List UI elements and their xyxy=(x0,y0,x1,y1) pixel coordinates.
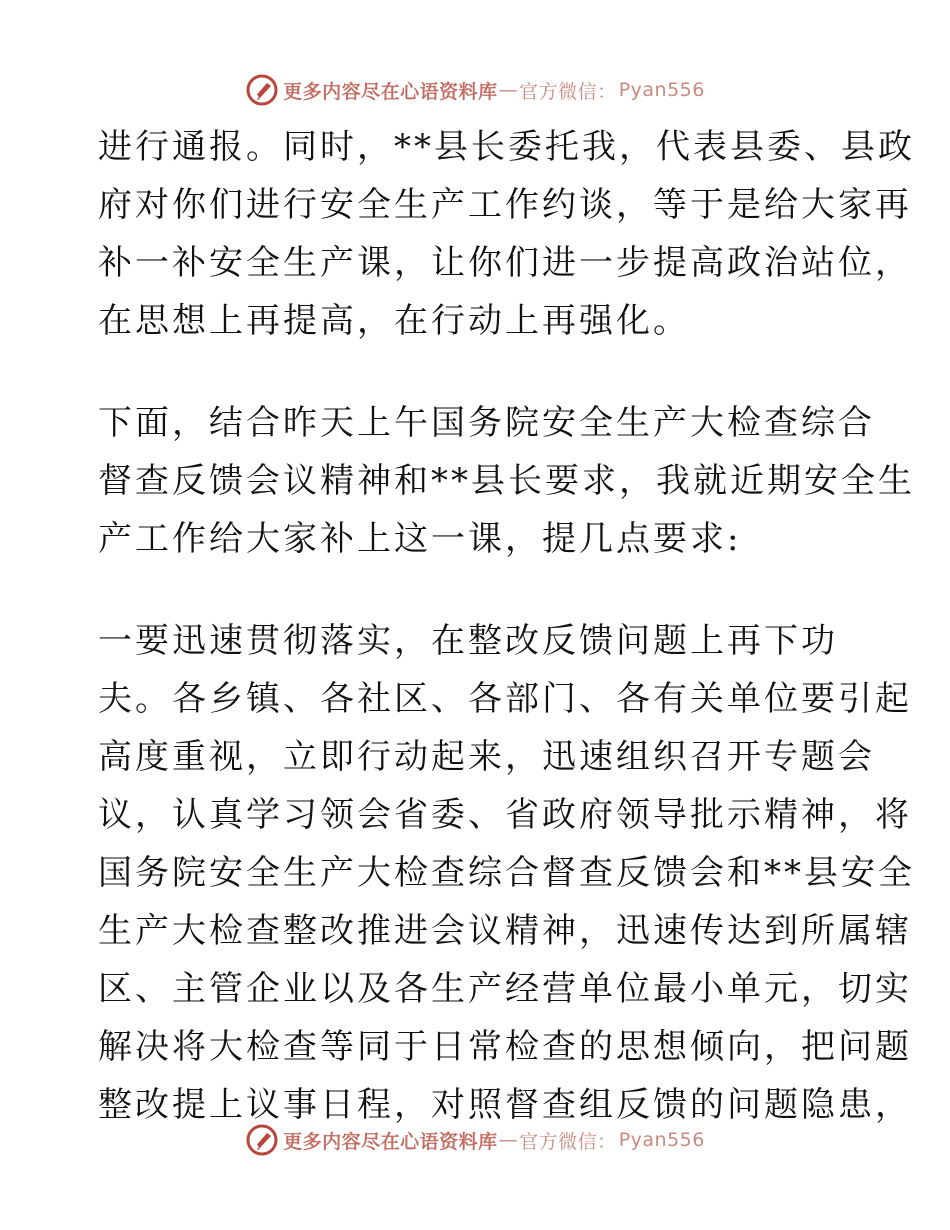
pen-circle-logo-icon xyxy=(245,73,279,107)
text-line: 高度重视，立即行动起来，迅速组织召开专题会 xyxy=(98,737,875,777)
text-line: 生产大检查整改推进会议精神，迅速传达到所属辖 xyxy=(98,911,912,951)
watermark-wechat-id: Pyan556 xyxy=(618,1129,705,1151)
watermark-wechat-label: 官方微信： xyxy=(519,1130,617,1153)
text-line: 在思想上再提高，在行动上再强化。 xyxy=(98,301,690,341)
watermark-site-text: 更多内容尽在心语资料库 xyxy=(283,1130,498,1153)
footer-watermark xyxy=(0,1118,950,1162)
text-line: 区、主管企业以及各生产经营单位最小单元，切实 xyxy=(98,969,912,1009)
document-body xyxy=(98,118,915,1134)
watermark-separator: — xyxy=(498,1129,519,1151)
paragraph-3 xyxy=(98,612,915,1134)
text-line: 督查反馈会议精神和**县长要求，我就近期安全生 xyxy=(98,461,915,501)
text-line: 补一补安全生产课，让你们进一步提高政治站位， xyxy=(98,243,912,283)
text-line: 进行通报。同时，**县长委托我，代表县委、县政 xyxy=(98,127,915,167)
text-line: 下面，结合昨天上午国务院安全生产大检查综合 xyxy=(98,403,875,443)
text-line: 夫。各乡镇、各社区、各部门、各有关单位要引起 xyxy=(98,679,912,719)
paragraph-1 xyxy=(98,118,915,350)
paragraph-2 xyxy=(98,394,915,568)
text-line: 整改提上议事日程，对照督查组反馈的问题隐患， xyxy=(98,1085,912,1125)
text-line: 一要迅速贯彻落实，在整改反馈问题上再下功 xyxy=(98,621,838,661)
watermark-wechat-label: 官方微信： xyxy=(519,80,617,103)
text-line: 解决将大检查等同于日常检查的思想倾向，把问题 xyxy=(98,1027,912,1067)
header-watermark xyxy=(0,68,950,112)
text-line: 产工作给大家补上这一课，提几点要求: xyxy=(98,519,742,559)
watermark-wechat-id: Pyan556 xyxy=(618,79,705,101)
pen-circle-logo-icon xyxy=(245,1123,279,1157)
watermark-separator: — xyxy=(498,79,519,101)
text-line: 议，认真学习领会省委、省政府领导批示精神，将 xyxy=(98,795,912,835)
text-line: 国务院安全生产大检查综合督查反馈会和**县安全 xyxy=(98,853,915,893)
text-line: 府对你们进行安全生产工作约谈，等于是给大家再 xyxy=(98,185,912,225)
watermark-site-text: 更多内容尽在心语资料库 xyxy=(283,80,498,103)
